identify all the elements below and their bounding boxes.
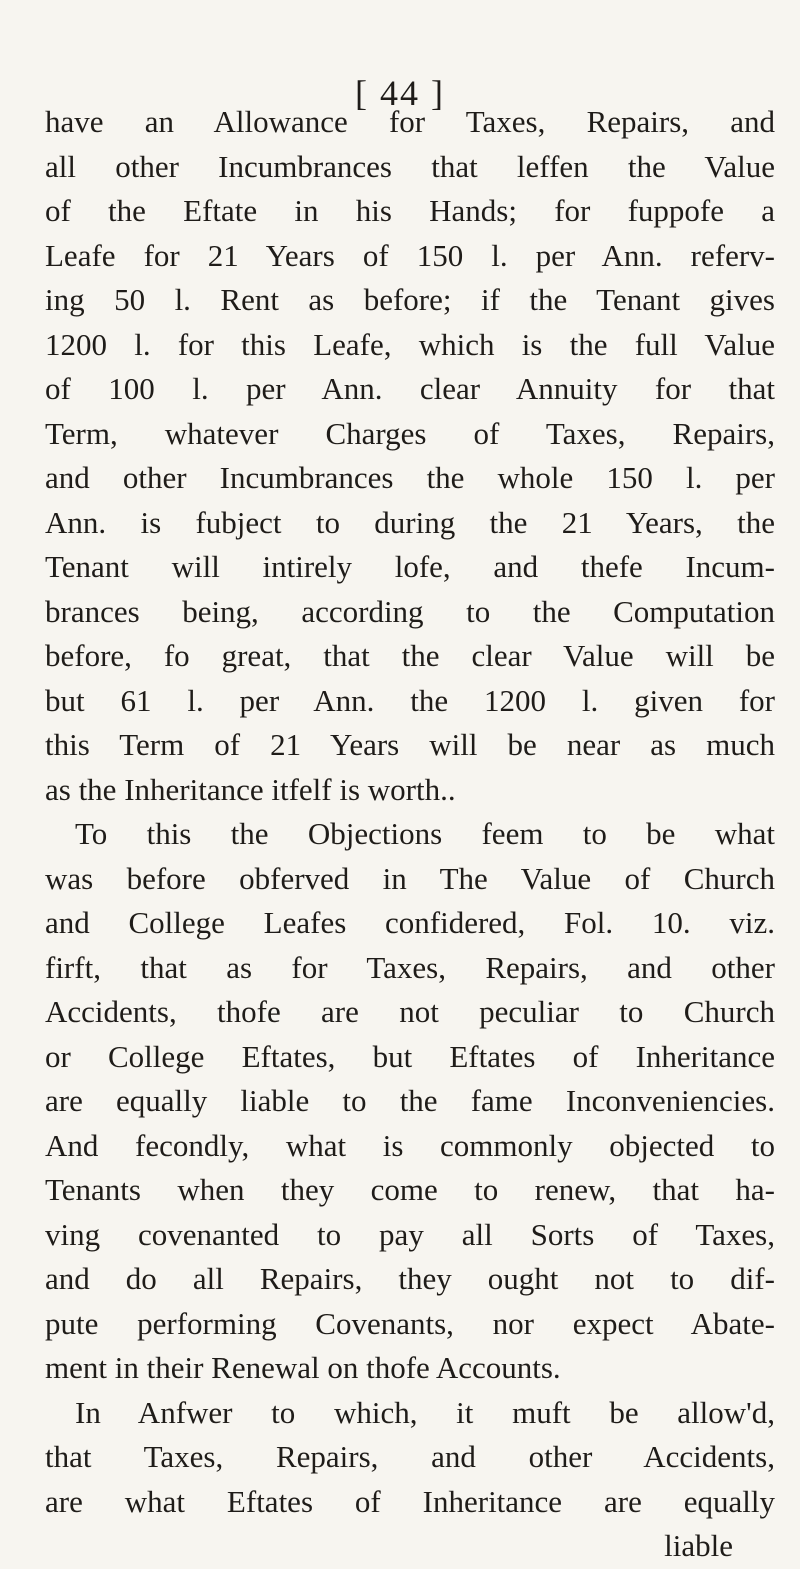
text-line: 1200 l. for this Leafe, which is the full Value [45,326,775,362]
text-line: was before obferved in The Value of Church [45,860,775,896]
text-line: and other Incumbrances the whole 150 l. per [45,460,775,495]
text-line: have an Allowance for Taxes, Repairs, and [45,104,775,139]
text-line: that Taxes, Repairs, and other Accidents, [45,1439,775,1474]
text-line: ment in their Renewal on thofe Accounts. [45,1350,561,1385]
text-line: pute performing Covenants, nor expect Abate- [45,1305,775,1341]
text-line: Tenants when they come to renew, that ha- [45,1172,775,1207]
text-line: Term, whatever Charges of Taxes, Repairs, [45,415,775,451]
text-line: Tenant will intirely lofe, and thefe Incum- [45,549,775,584]
text-line: Ann. is fubject to during the 21 Years, the [45,504,775,540]
text-line: Accidents, thofe are not peculiar to Church [45,994,775,1029]
paragraph-start-line: To this the Objections feem to be what [75,816,775,851]
text-line: Leafe for 21 Years of 150 l. per Ann. referv- [45,237,775,273]
page-number: [ 44 ] [355,73,445,113]
text-line: of the Eftate in his Hands; for fuppofe a [45,193,775,228]
text-line: or College Eftates, but Eftates of Inheritance [45,1038,775,1074]
text-line: ving covenanted to pay all Sorts of Taxes, [45,1216,775,1252]
text-line: but 61 l. per Ann. the 1200 l. given for [45,682,775,718]
text-line: and College Leafes confidered, Fol. 10. viz. [45,905,775,940]
text-line: this Term of 21 Years will be near as much [45,727,775,762]
text-line: and do all Repairs, they ought not to dif- [45,1261,775,1296]
text-line: are equally liable to the fame Inconveniencies. [45,1083,775,1118]
body-text [45,100,775,1569]
text-line: And fecondly, what is commonly objected to [45,1127,775,1163]
text-line: firft, that as for Taxes, Repairs, and other [45,949,775,985]
text-line: brances being, according to the Computation [45,593,775,629]
text-line: are what Eftates of Inheritance are equally [45,1483,775,1519]
text-line: before, fo great, that the clear Value will be [45,638,775,673]
text-line: all other Incumbrances that leffen the Value [45,148,775,184]
text-line: as the Inheritance itfelf is worth.. [45,771,456,807]
text-line: of 100 l. per Ann. clear Annuity for that [45,371,775,406]
paragraph-start-line: In Anfwer to which, it muft be allow'd, [75,1394,775,1430]
catchword: liable [664,1528,733,1563]
text-line: ing 50 l. Rent as before; if the Tenant gives [45,282,775,317]
